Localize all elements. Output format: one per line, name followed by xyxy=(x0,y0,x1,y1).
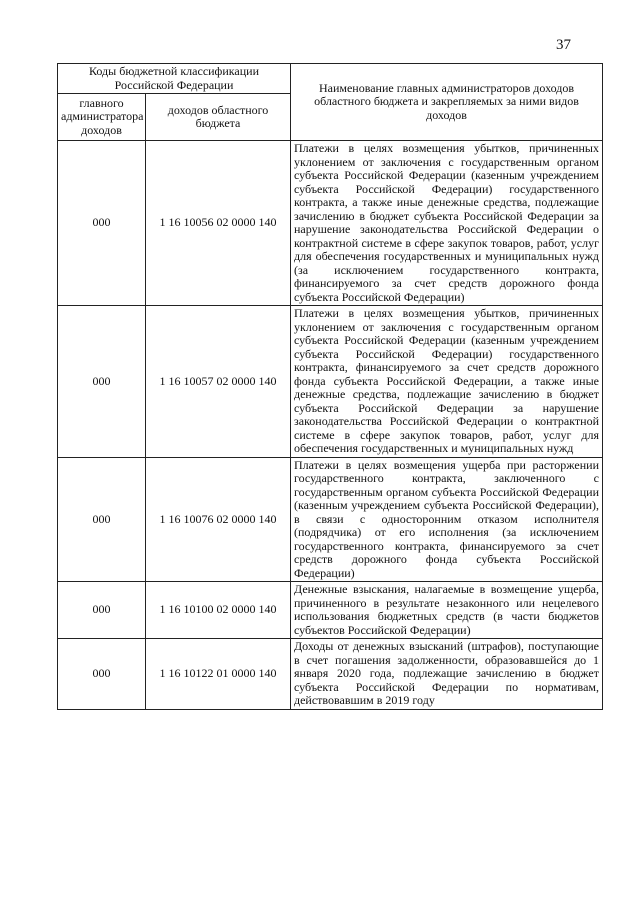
budget-classification-table xyxy=(57,63,603,710)
income-code-cell: 1 16 10057 02 0000 140 xyxy=(146,306,291,458)
income-code-cell: 1 16 10122 01 0000 140 xyxy=(146,639,291,710)
admin-code-cell: 000 xyxy=(58,141,146,306)
header-name: Наименование главных администраторов доходов областного бюджета и закрепляемых за ними видов доходов xyxy=(291,64,603,141)
page-number: 37 xyxy=(556,37,571,53)
admin-code-cell: 000 xyxy=(58,582,146,639)
income-code-cell: 1 16 10100 02 0000 140 xyxy=(146,582,291,639)
table-row xyxy=(58,306,603,458)
table-row xyxy=(58,639,603,710)
header-admin-code: главного администратора доходов xyxy=(58,94,146,141)
table-row xyxy=(58,141,603,306)
income-code-cell: 1 16 10056 02 0000 140 xyxy=(146,141,291,306)
description-cell: Платежи в целях возмещения ущерба при расторжении государственного контракта, заключенного с государственным органом субъекта Российской Федерации (казенным учреждением субъекта Российской Федерации), в связи с односторонним отказом исполнителя (подрядчика) от его исполнения (за исключением государственного контракта, финансируемого за счет средств дорожного фонда субъекта Российской Федерации) xyxy=(291,457,603,582)
admin-code-cell: 000 xyxy=(58,639,146,710)
description-cell: Доходы от денежных взысканий (штрафов), поступающие в счет погашения задолженности, образовавшейся до 1 января 2020 года, подлежащие зачислению в бюджет субъекта Российской Федерации по нормативам, действовавшим в 2019 году xyxy=(291,639,603,710)
description-cell: Платежи в целях возмещения убытков, причиненных уклонением от заключения с государственным органом субъекта Российской Федерации (казенным учреждением субъекта Российской Федерации) государственного контракта, финансируемого за счет средств дорожного фонда субъекта Российской Федерации, а также иные денежные средства, подлежащие зачислению в бюджет субъекта Российской Федерации за нарушение законодательства Российской Федерации о контрактной системе в сфере закупок товаров, работ, услуг для обеспечения государственных и муниципальных нужд xyxy=(291,306,603,458)
description-cell: Платежи в целях возмещения убытков, причиненных уклонением от заключения с государственным органом субъекта Российской Федерации (казенным учреждением субъекта Российской Федерации) государственного контракта, а также иные денежные средства, подлежащие зачислению в бюджет субъекта Российской Федерации за нарушение законодательства Российской Федерации о контрактной системе в сфере закупок товаров, работ, услуг для обеспечения государственных и муниципальных нужд (за исключением государственного контракта, финансируемого за счет средств дорожного фонда субъекта Российской Федерации) xyxy=(291,141,603,306)
admin-code-cell: 000 xyxy=(58,457,146,582)
description-cell: Денежные взыскания, налагаемые в возмещение ущерба, причиненного в результате незаконного или нецелевого использования бюджетных средств (в части бюджетов субъектов Российской Федерации) xyxy=(291,582,603,639)
income-code-cell: 1 16 10076 02 0000 140 xyxy=(146,457,291,582)
header-codes-group: Коды бюджетной классификации Российской Федерации xyxy=(58,64,291,94)
admin-code-cell: 000 xyxy=(58,306,146,458)
table-row xyxy=(58,457,603,582)
header-income-code: доходов областного бюджета xyxy=(146,94,291,141)
table-row xyxy=(58,582,603,639)
